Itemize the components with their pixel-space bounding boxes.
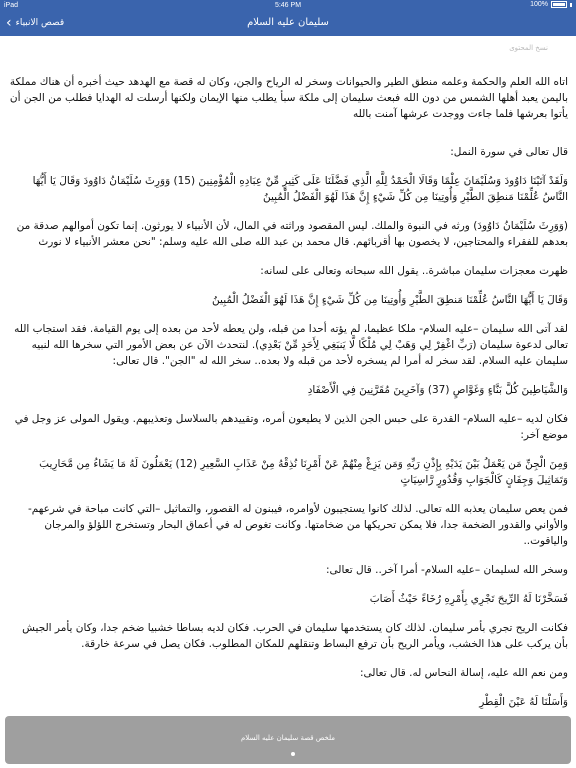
battery-indicator <box>530 1 572 8</box>
story-paragraph: وسخر الله لسليمان –عليه السلام- أمرا آخر.. قال تعالى: <box>325 564 568 576</box>
story-paragraph: ومن نعم الله عليه، إسالة النحاس له. قال تعالى: <box>359 667 568 679</box>
quran-verse: وَأَسَلْنَا لَهُ عَيْنَ الْقِطْرِ <box>479 696 568 708</box>
story-paragraph: فكان لديه –عليه السلام- القدرة على حبس الجن الذين لا يطيعون أمره، وتقييدهم بالسلاسل وتعذيبهم. ويقول المولى عز وجل في موضع آخر: <box>14 413 568 441</box>
battery-icon <box>551 1 567 8</box>
carrier-label: iPad <box>4 2 19 9</box>
clock: 5:46 PM <box>274 2 302 9</box>
page-indicator-dot <box>291 752 295 756</box>
story-paragraph: (وَوَرِثَ سُلَيْمَانُ دَاوُودَ) ورثه في النبوة والملك. ليس المقصود وراثته في المال، لأن الأنبياء لا يورثون. إنما تكون أموالهم صدقة من بعدهم للفقراء والمحتاجين، لا يخصون بها أقربائهم. قال محمد بن عبد الله صلى الله عليه وسلم: "نحن معشر الأنبياء لا نورث <box>16 220 568 248</box>
story-paragraph: لقد آتى الله سليمان –عليه السلام- ملكا عظيما، لم يؤته أحدا من قبله، ولن يعطه لأحد من بعده إلى يوم القيامة. فقد استجاب الله تعالى لدعوة سليمان (رَبِّ اغْفِرْ لِي وَهَبْ لِي مُلْكًا لَّا يَنبَغِي لِأَحَدٍ مِّنْ بَعْدِي). لنتحدث الآن عن بعض الأمور التي سخرها الله لنبيه سليمان عليه السلام. لقد سخر له أمرا لم يسخره لأحد من قبله ولا بعده.. سخر الله له "الجن". قال تعالى: <box>14 323 568 367</box>
story-paragraph: فكانت الريح تجري بأمر سليمان. لذلك كان يستخدمها سليمان في الحرب. فكان لديه بساطا خشبيا ضخم جدا، وكان يأمر الجيش بأن يركب على هذا الخشب، ويأمر الريح بأن ترفع البساط وتنقلهم للمكان المطلوب. فكان يصل في سرعة خارقة. <box>22 622 568 650</box>
battery-percent: 100% <box>530 1 548 8</box>
chevron-left-icon: ‹ <box>6 15 12 31</box>
story-paragraph: قال تعالى في سورة النمل: <box>450 146 568 158</box>
navigation-bar <box>0 12 576 36</box>
quran-verse: فَسَخَّرْنَا لَهُ الرِّيحَ تَجْرِي بِأَمْرِهِ رُخَاءً حَيْثُ أَصَابَ <box>369 593 568 605</box>
back-button-label: قصص الانبياء <box>15 18 65 28</box>
copy-content-label[interactable]: نسخ المحتوى <box>509 44 548 52</box>
quran-verse: وَقَالَ يَا أَيُّهَا النَّاسُ عُلِّمْنَا مَنطِقَ الطَّيْرِ وَأُوتِينَا مِن كُلِّ شَيْءٍ إِنَّ هَذَا لَهُوَ الْفَضْلُ الْمُبِينُ <box>212 294 568 306</box>
status-bar <box>0 0 576 12</box>
quran-verse: وَالشَّيَاطِينَ كُلَّ بَنَّاءٍ وَغَوَّاصٍ (37) وَآخَرِينَ مُقَرَّنِينَ فِي الْأَصْفَادِ <box>307 384 568 396</box>
summary-button[interactable] <box>5 716 571 764</box>
battery-tip-icon <box>570 3 572 7</box>
page-title: سليمان عليه السلام <box>247 17 329 28</box>
story-paragraph: ظهرت معجزات سليمان مباشرة.. يقول الله سبحانه وتعالى على لسانه: <box>260 265 568 277</box>
quran-verse: وَمِنَ الْجِنِّ مَن يَعْمَلُ بَيْنَ يَدَيْهِ بِإِذْنِ رَبِّهِ وَمَن يَزِغْ مِنْهُمْ عَنْ أَمْرِنَا نُذِقْهُ مِنْ عَذَابِ السَّعِيرِ (12) يَعْمَلُونَ لَهُ مَا يَشَاءُ مِن مَّحَارِيبَ وَتَمَاثِيلَ وَجِفَانٍ كَالْجَوَابِ وَقُدُورٍ رَّاسِيَاتٍ <box>39 458 568 486</box>
story-text <box>8 74 568 714</box>
story-paragraph: فمن يعص سليمان يعذبه الله تعالى. لذلك كانوا يستجيبون لأوامره، فيبنون له القصور، والتماثيل –التي كانت مباحة في شرعهم- والأواني والقدور الضخمة جدا، فلا يمكن تحريكها من ضخامتها. وكانت تغوص له في أعماق البحار وتستخرج اللؤلؤ والمرجان والياقوت.. <box>27 503 568 547</box>
summary-button-label: ملخص قصة سليمان عليه السلام <box>240 734 336 742</box>
quran-verse: وَلَقَدْ آتَيْنَا دَاوُودَ وَسُلَيْمَانَ عِلْمًا وَقَالَا الْحَمْدُ لِلَّهِ الَّذِي فَضَّلَنَا عَلَى كَثِيرٍ مِّنْ عِبَادِهِ الْمُؤْمِنِينَ (15) وَوَرِثَ سُلَيْمَانُ دَاوُودَ وَقَالَ يَا أَيُّهَا النَّاسُ عُلِّمْنَا مَنطِقَ الطَّيْرِ وَأُوتِينَا مِن كُلِّ شَيْءٍ إِنَّ هَذَا لَهُوَ الْفَضْلُ الْمُبِينُ <box>32 175 568 203</box>
story-paragraph: اتاه الله العلم والحكمة وعلمه منطق الطير والحيوانات وسخر له الرياح والجن، وكان له قصة مع الهدهد حيث أخبره أن هناك مملكة باليمن يعبد أهلها الشمس من دون الله فبعث سليمان إلى ملكة سبأ يطلب منها الإيمان ولكنها أرسلت له الهدايا فطلب من الجن أن يأتوا بعرشها فلما جاءت ووجدت عرشها آمنت بالله <box>9 76 568 120</box>
